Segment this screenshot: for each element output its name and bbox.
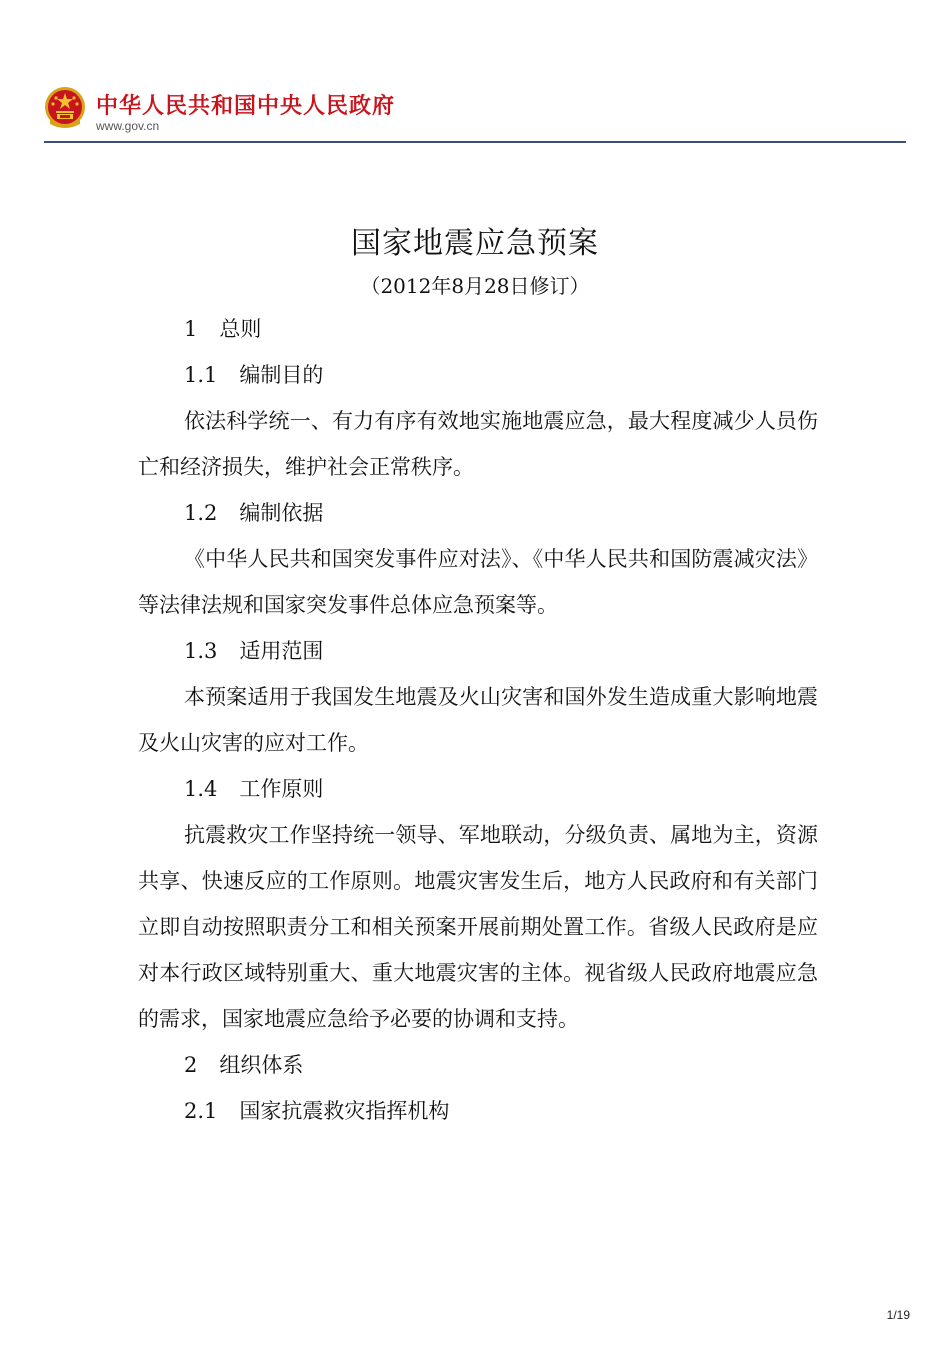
section-heading (138, 352, 818, 398)
section-number: 1.3 (184, 639, 218, 663)
national-emblem-icon (44, 86, 86, 132)
section-title: 总则 (219, 317, 262, 341)
section-number: 1.2 (184, 501, 218, 525)
section-title: 国家抗震救灾指挥机构 (239, 1099, 450, 1123)
section-number: 1.1 (184, 363, 218, 387)
paragraph: 抗震救灾工作坚持统一领导、军地联动，分级负责、属地为主，资源共享、快速反应的工作原则。地震灾害发生后，地方人民政府和有关部门立即自动按照职责分工和相关预案开展前期处置工作。省级人民政府是应对本行政区域特别重大、重大地震灾害的主体。视省级人民政府地震应急的需求，国家地震应急给予必要的协调和支持。 (138, 823, 818, 1031)
section-title: 组织体系 (219, 1053, 304, 1077)
section-title: 编制依据 (239, 501, 324, 525)
section-heading (138, 628, 818, 674)
header-divider (44, 141, 906, 143)
document-title: 国家地震应急预案 (351, 226, 599, 261)
document-subtitle: （2012年8月28日修订） (360, 274, 590, 298)
document-body (138, 306, 818, 1134)
section-number: 1.4 (184, 777, 218, 801)
section-heading (138, 1042, 818, 1088)
site-url[interactable]: www.gov.cn (96, 119, 160, 133)
section-number: 2 (184, 1053, 198, 1077)
section-title: 编制目的 (239, 363, 324, 387)
paragraph: 依法科学统一、有力有序有效地实施地震应急，最大程度减少人员伤亡和经济损失，维护社会正常秩序。 (138, 409, 818, 479)
section-title: 适用范围 (239, 639, 324, 663)
page-number: 1/19 (886, 1308, 910, 1322)
section-number: 2.1 (184, 1099, 218, 1123)
section-title: 工作原则 (239, 777, 324, 801)
section-heading (138, 1088, 818, 1134)
section-heading (138, 306, 818, 352)
section-number: 1 (184, 317, 198, 341)
paragraph: 《中华人民共和国突发事件应对法》、《中华人民共和国防震减灾法》等法律法规和国家突发事件总体应急预案等。 (138, 547, 818, 617)
section-heading (138, 766, 818, 812)
site-header (44, 86, 906, 144)
site-name[interactable]: 中华人民共和国中央人民政府 (96, 94, 396, 119)
section-heading (138, 490, 818, 536)
paragraph: 本预案适用于我国发生地震及火山灾害和国外发生造成重大影响地震及火山灾害的应对工作。 (138, 685, 818, 755)
